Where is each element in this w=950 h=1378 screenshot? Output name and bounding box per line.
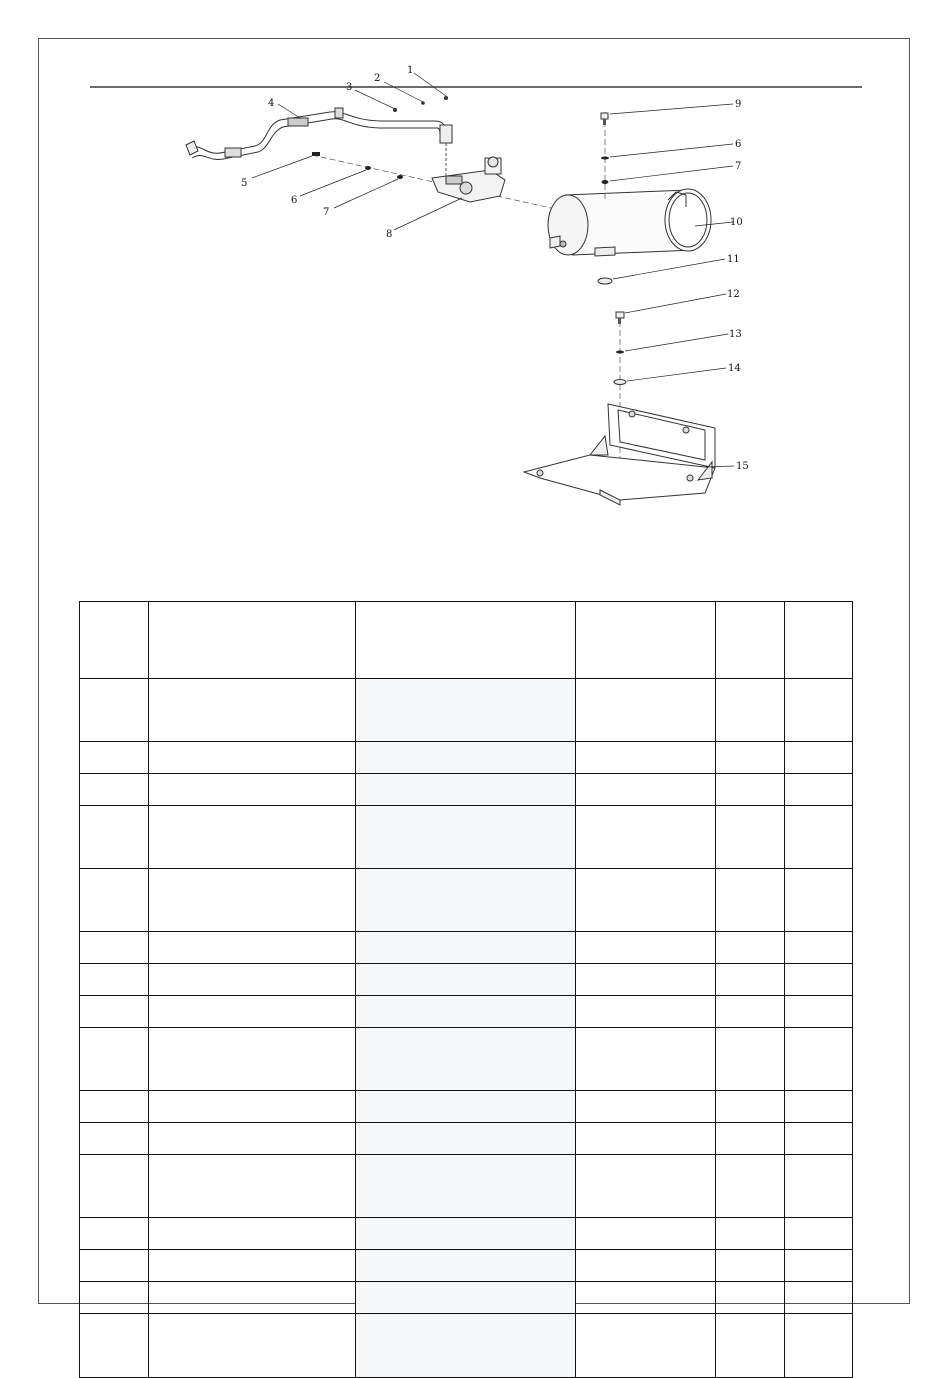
table-header-cell [785,602,853,679]
table-cell [80,774,149,806]
table-cell [716,1314,785,1378]
table-cell [356,1314,576,1378]
callout-5: 5 [241,178,248,189]
table-cell [785,679,853,742]
table-cell [785,1314,853,1378]
table-cell [80,1314,149,1378]
table-cell [80,1123,149,1155]
table-header-cell [716,602,785,679]
table-cell [80,869,149,932]
table-row [80,1282,853,1314]
table-cell [785,1091,853,1123]
table-row [80,996,853,1028]
table-cell [576,806,716,869]
table-cell [356,774,576,806]
table-cell [149,742,356,774]
table-cell [785,774,853,806]
table-row [80,742,853,774]
table-cell [356,932,576,964]
callout-2: 2 [374,73,381,84]
table-cell [576,1123,716,1155]
callout-6b: 6 [735,139,742,150]
table-cell [716,1123,785,1155]
table-cell [356,1091,576,1123]
table-row [80,1123,853,1155]
table-cell [576,1218,716,1250]
table-header-cell [576,602,716,679]
table-cell [149,964,356,996]
table-cell [356,1282,576,1314]
table-cell [576,1028,716,1091]
table-cell [785,964,853,996]
table-cell [716,996,785,1028]
table-cell [356,806,576,869]
callout-6a: 6 [291,195,298,206]
callout-7b: 7 [735,161,742,172]
table-cell [356,1155,576,1218]
table-cell [785,1028,853,1091]
table-cell [716,774,785,806]
table-cell [80,964,149,996]
callout-10: 10 [730,217,743,228]
part-washer-11 [598,278,612,284]
table-cell [716,1028,785,1091]
table-cell [785,1282,853,1314]
table-cell [149,806,356,869]
table-cell [149,1314,356,1378]
table-cell [576,1282,716,1314]
callout-1: 1 [407,65,414,76]
table-cell [356,1250,576,1282]
table-cell [149,1155,356,1218]
table-cell [149,1123,356,1155]
table-row [80,1250,853,1282]
part-valve [432,143,505,202]
table-cell [356,1218,576,1250]
table-cell [716,869,785,932]
table-cell [576,1091,716,1123]
table-cell [576,964,716,996]
table-cell [149,869,356,932]
table-cell [149,1091,356,1123]
table-cell [716,964,785,996]
leader-lines [252,73,734,467]
table-cell [149,1028,356,1091]
exploded-view-diagram [0,0,950,600]
table-cell [80,996,149,1028]
table-cell [785,806,853,869]
table-cell [785,869,853,932]
table-row [80,1218,853,1250]
table-cell [80,1028,149,1091]
callout-9: 9 [735,99,742,110]
table-cell [80,1155,149,1218]
table-cell [785,742,853,774]
table-cell [80,679,149,742]
table-cell [716,932,785,964]
table-cell [576,1314,716,1378]
callout-3: 3 [346,82,353,93]
part-bracket [524,404,715,505]
table-cell [785,1218,853,1250]
table-row [80,1091,853,1123]
part-air-tank [548,189,711,256]
table-cell [785,1155,853,1218]
table-cell [716,1155,785,1218]
table-cell [356,742,576,774]
part-small-fittings [393,96,448,112]
table-row [80,1314,853,1378]
table-cell [80,806,149,869]
parts-table [79,601,853,1378]
table-cell [80,742,149,774]
callout-4: 4 [268,98,275,109]
table-cell [716,742,785,774]
table-cell [80,1282,149,1314]
callout-12: 12 [727,289,740,300]
callout-8: 8 [386,229,393,240]
table-cell [576,869,716,932]
table-cell [785,996,853,1028]
table-cell [785,1250,853,1282]
table-row [80,679,853,742]
callout-13: 13 [729,329,742,340]
table-cell [356,1123,576,1155]
table-row [80,1028,853,1091]
table-header-cell [356,602,576,679]
table-cell [80,1218,149,1250]
part-bolt-washers-left [312,152,403,179]
table-cell [149,932,356,964]
table-cell [149,1218,356,1250]
table-cell [576,1250,716,1282]
table-cell [149,1250,356,1282]
table-cell [80,1250,149,1282]
table-row [80,932,853,964]
table-cell [149,679,356,742]
table-header-row [80,602,853,679]
callout-11: 11 [727,254,740,265]
part-pipe [186,108,452,160]
table-cell [716,806,785,869]
table-header-cell [149,602,356,679]
table-cell [716,1250,785,1282]
table-cell [716,1282,785,1314]
table-cell [785,932,853,964]
table-cell [149,1282,356,1314]
table-row [80,806,853,869]
table-cell [716,679,785,742]
table-cell [356,869,576,932]
table-cell [149,996,356,1028]
table-cell [576,679,716,742]
table-cell [576,932,716,964]
table-cell [356,964,576,996]
table-cell [80,932,149,964]
callout-7a: 7 [323,207,330,218]
table-bottom-fill [360,1302,568,1308]
table-cell [716,1091,785,1123]
table-cell [356,996,576,1028]
table-row [80,1155,853,1218]
callout-14: 14 [728,363,741,374]
table-cell [576,742,716,774]
table-cell [576,996,716,1028]
table-cell [785,1123,853,1155]
table-row [80,869,853,932]
table-row [80,774,853,806]
table-cell [356,1028,576,1091]
table-header-cell [80,602,149,679]
table-cell [80,1091,149,1123]
table-cell [576,1155,716,1218]
table-cell [576,774,716,806]
table-cell [356,679,576,742]
table-cell [716,1218,785,1250]
callout-15: 15 [736,461,749,472]
table-row [80,964,853,996]
table-cell [149,774,356,806]
